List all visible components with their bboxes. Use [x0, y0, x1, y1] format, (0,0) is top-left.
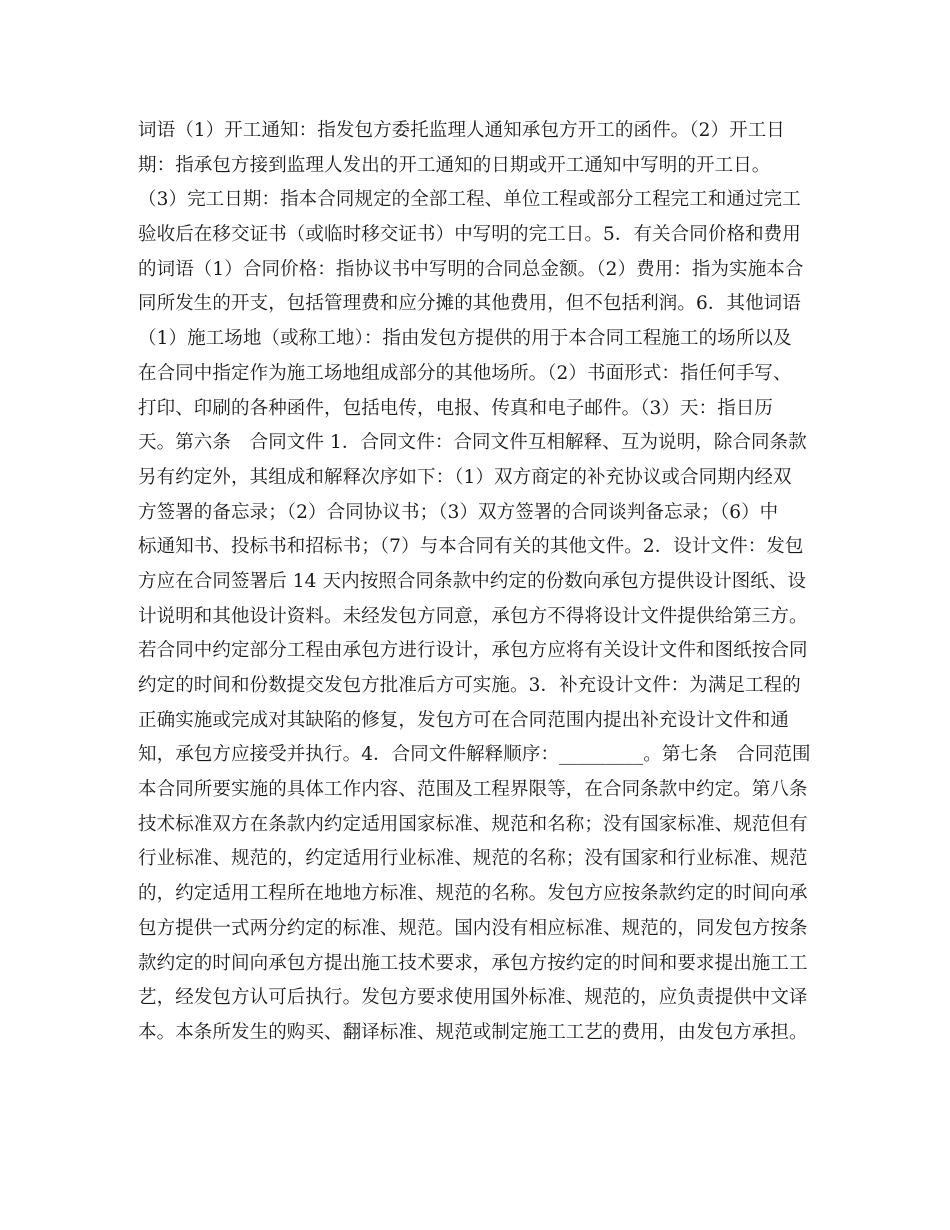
text-line: 技术标准双方在条款内约定适用国家标准、规范和名称；没有国家标准、规范但有 — [138, 813, 808, 835]
text-line: 另有约定外，其组成和解释次序如下：（1）双方商定的补充协议或合同期内经双 — [138, 466, 792, 488]
text-line: 在合同中指定作为施工场地组成部分的其他场所。（2）书面形式：指任何手写、 — [138, 362, 792, 384]
body-text — [138, 114, 818, 1051]
text-line: 本合同所要实施的具体工作内容、范围及工程界限等，在合同条款中约定。第八条 — [138, 779, 808, 801]
text-line: 本。本条所发生的购买、翻译标准、规范或制定施工工艺的费用，由发包方承担。 — [138, 1021, 808, 1043]
text-line: （3）完工日期：指本合同规定的全部工程、单位工程或部分工程完工和通过完工 — [138, 189, 801, 211]
text-line: 标通知书、投标书和招标书；（7）与本合同有关的其他文件。2．设计文件：发包 — [138, 536, 804, 558]
text-line: 若合同中约定部分工程由承包方进行设计，承包方应将有关设计文件和图纸按合同 — [138, 640, 808, 662]
text-line: 计说明和其他设计资料。未经发包方同意，承包方不得将设计文件提供给第三方。 — [138, 605, 808, 627]
text-line: 方签署的备忘录；（2）合同协议书；（3）双方签署的合同谈判备忘录；（6）中 — [138, 501, 779, 523]
text-line: 款约定的时间向承包方提出施工技术要求，承包方按约定的时间和要求提出施工工 — [138, 952, 808, 974]
text-line: 期：指承包方接到监理人发出的开工通知的日期或开工通知中写明的开工日。 — [138, 154, 771, 176]
text-line: （1）施工场地（或称工地）：指由发包方提供的用于本合同工程施工的场所以及 — [138, 328, 792, 350]
text-line: 正确实施或完成对其缺陷的修复，发包方可在合同范围内提出补充设计文件和通 — [138, 709, 790, 731]
text-line: 艺，经发包方认可后执行。发包方要求使用国外标准、规范的，应负责提供中文译 — [138, 987, 808, 1009]
text-line: 知，承包方应接受并执行。4．合同文件解释顺序：_________。第七条 合同范围 — [138, 744, 811, 766]
text-line: 的，约定适用工程所在地地方标准、规范的名称。发包方应按条款约定的时间向承 — [138, 883, 808, 905]
text-line: 的词语（1）合同价格：指协议书中写明的合同总金额。（2）费用：指为实施本合 — [138, 258, 804, 280]
text-line: 打印、印刷的各种函件，包括电传，电报、传真和电子邮件。（3）天：指日历 — [138, 397, 774, 419]
text-line: 验收后在移交证书（或临时移交证书）中写明的完工日。5．有关合同价格和费用 — [138, 224, 801, 246]
text-line: 天。第六条 合同文件 1．合同文件：合同文件互相解释、互为说明，除合同条款 — [138, 432, 807, 454]
text-line: 约定的时间和份数提交发包方批准后方可实施。3．补充设计文件：为满足工程的 — [138, 675, 801, 696]
text-line: 包方提供一式两分约定的标准、规范。国内没有相应标准、规范的，同发包方按条 — [138, 917, 808, 939]
text-line: 同所发生的开支，包括管理费和应分摊的其他费用，但不包括利润。6．其他词语 — [138, 293, 801, 315]
text-line: 方应在合同签署后 14 天内按照合同条款中约定的份数向承包方提供设计图纸、设 — [138, 570, 807, 592]
text-line: 行业标准、规范的，约定适用行业标准、规范的名称；没有国家和行业标准、规范 — [138, 848, 808, 870]
text-line: 词语（1）开工通知：指发包方委托监理人通知承包方开工的函件。（2）开工日 — [138, 120, 785, 141]
